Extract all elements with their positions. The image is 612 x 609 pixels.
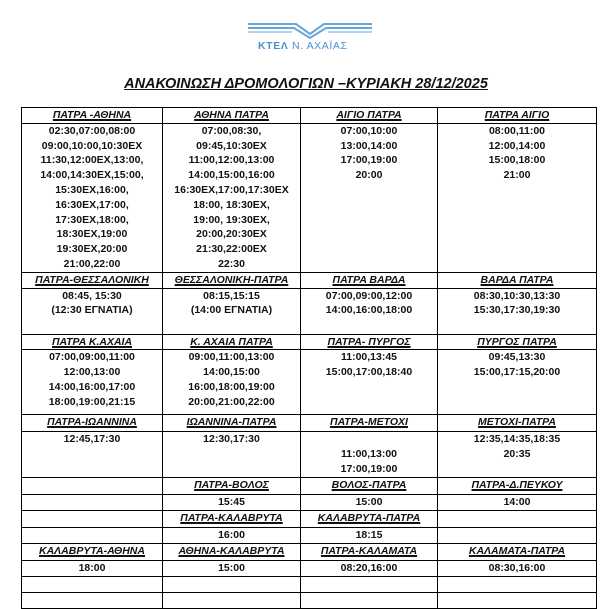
departure-times: 14:00,14:30ΕΧ,15:00, (40, 169, 144, 182)
departure-times: 20:00 (355, 169, 383, 182)
route-times-cell (301, 527, 438, 543)
departure-times: 15:00 (218, 561, 245, 574)
route-name: ΠΑΤΡΑ-ΘΕΣΣΑΛΟΝΙΚΗ (22, 272, 163, 288)
route-times-cell (438, 432, 597, 477)
departure-times: 07:00,08:30, (201, 124, 262, 137)
departure-times: 12:35,14:35,18:35 (473, 433, 561, 446)
page-title: ΑΝΑΚΟΙΝΩΣΗ ΔΡΟΜΟΛΟΓΙΩΝ –ΚΥΡΙΑΚΗ 28/12/2025 (124, 76, 488, 92)
departure-times: 17:30ΕΧ,18:00, (55, 213, 129, 226)
route-name: ΠΑΤΡΑ- ΠΥΡΓΟΣ (301, 334, 438, 350)
route-name: ΚΑΛΑΒΡΥΤΑ-ΠΑΤΡΑ (301, 510, 438, 527)
route-name (438, 510, 597, 527)
departure-times: 17:00,19:00 (340, 154, 398, 167)
departure-times: 15:45 (218, 495, 245, 508)
departure-times: 08:00,11:00 (488, 124, 546, 137)
departure-times: 08:20,16:00 (340, 561, 398, 574)
route-times-cell (438, 494, 597, 510)
route-name (22, 510, 163, 527)
departure-times: 02:30,07:00,08:00 (48, 124, 136, 137)
departure-times (22, 528, 162, 543)
departure-times: 11:30,12:00ΕΧ,13:00, (40, 154, 144, 167)
route-header-row (22, 334, 597, 350)
logo-brand: ΚΤΕΛ (258, 40, 289, 52)
departure-times: 20:35 (503, 448, 531, 461)
route-name: ΠΑΤΡΑ-ΒΟΛΟΣ (163, 477, 301, 494)
route-times-row (22, 527, 597, 543)
departure-times: 17:00,19:00 (340, 462, 398, 475)
departure-times (22, 495, 162, 510)
departure-times (438, 528, 596, 543)
route-header-row (22, 108, 597, 124)
empty-row (22, 592, 597, 608)
route-times-cell (438, 527, 597, 543)
departure-times: 21:00 (503, 169, 531, 182)
departure-times: (12:30 ΕΓΝΑΤΙΑ) (51, 304, 133, 317)
route-times-cell (163, 288, 301, 334)
departure-times: 15:00,18:00 (488, 154, 546, 167)
route-header-row (22, 415, 597, 432)
logo-region: Ν. ΑΧΑΪΑΣ (291, 40, 348, 52)
route-name: ΚΑΛΑΜΑΤΑ-ΠΑΤΡΑ (438, 543, 597, 560)
departure-times: 12:30,17:30 (203, 433, 260, 446)
departure-times (301, 432, 437, 447)
route-times-cell (301, 288, 438, 334)
empty-cell (438, 576, 597, 592)
departure-times: (14:00 ΕΓΝΑΤΙΑ) (190, 304, 273, 317)
route-name: ΒΟΛΟΣ-ΠΑΤΡΑ (301, 477, 438, 494)
departure-times: 15:00,17:00,18:40 (325, 366, 413, 379)
departure-times: 16:30ΕΧ,17:00,17:30ΕΧ (174, 183, 289, 196)
route-times-cell (163, 350, 301, 415)
ktel-logo (246, 18, 374, 54)
route-name: ΠΑΤΡΑ -ΑΘΗΝΑ (22, 108, 163, 124)
route-name: ΙΩΑΝΝΙΝΑ-ΠΑΤΡΑ (163, 415, 301, 432)
route-header-row (22, 510, 597, 527)
route-name: ΚΑΛΑΒΡΥΤΑ-ΑΘΗΝΑ (22, 543, 163, 560)
departure-times: 19:00, 19:30ΕΧ, (193, 213, 270, 226)
route-times-cell (163, 123, 301, 272)
route-header-row (22, 543, 597, 560)
departure-times: 15:00,17:15,20:00 (473, 366, 561, 379)
route-name: ΠΑΤΡΑ-ΚΑΛΑΒΡΥΤΑ (163, 510, 301, 527)
route-times-cell (22, 350, 163, 415)
empty-cell (438, 592, 597, 608)
route-name: ΘΕΣΣΑΛΟΝΙΚΗ-ΠΑΤΡΑ (163, 272, 301, 288)
route-times-cell (438, 288, 597, 334)
departure-times: 09:45,13:30 (488, 351, 546, 364)
empty-row (22, 576, 597, 592)
departure-times: 08:45, 15:30 (62, 289, 122, 302)
road-wave-icon (246, 18, 374, 40)
route-times-row (22, 288, 597, 334)
route-name: ΠΑΤΡΑ-Δ.ΠΕΥΚΟΥ (438, 477, 597, 494)
route-times-cell (301, 560, 438, 576)
departure-times: 07:00,10:00 (340, 124, 398, 137)
empty-cell (163, 576, 301, 592)
route-times-cell (163, 432, 301, 477)
departure-times: 15:30ΕΧ,16:00, (55, 183, 129, 196)
route-times-row (22, 123, 597, 272)
empty-cell (163, 592, 301, 608)
route-name: ΠΑΤΡΑ-ΙΩΑΝΝΙΝΑ (22, 415, 163, 432)
departure-times: 16:00 (218, 528, 245, 541)
route-name: ΠΑΤΡΑ Κ.ΑΧΑΙΑ (22, 334, 163, 350)
departure-times: 18:30ΕΧ,19:00 (56, 228, 128, 241)
route-times-row (22, 432, 597, 477)
route-times-cell (22, 560, 163, 576)
departure-times: 12:45,17:30 (63, 433, 121, 446)
departure-times: 08:15,15:15 (203, 289, 260, 302)
route-name: ΠΑΤΡΑ ΑΙΓΙΟ (438, 108, 597, 124)
departure-times: 11:00,12:00,13:00 (188, 154, 275, 167)
route-name: ΑΘΗΝΑ-ΚΑΛΑΒΡΥΤΑ (163, 543, 301, 560)
departure-times: 21:00,22:00 (63, 257, 121, 270)
route-times-cell (438, 560, 597, 576)
departure-times: 18:15 (355, 528, 383, 541)
route-times-cell (22, 432, 163, 477)
route-times-cell (438, 350, 597, 415)
route-times-row (22, 350, 597, 415)
departure-times: 14:00,15:00,16:00 (188, 169, 275, 182)
departure-times: 14:00 (503, 495, 531, 508)
departure-times: 14:00,16:00,18:00 (325, 304, 413, 317)
route-times-row (22, 560, 597, 576)
departure-times: 15:00 (355, 495, 383, 508)
departure-times: 16:30ΕΧ,17:00, (55, 198, 129, 211)
route-times-cell (22, 123, 163, 272)
route-times-cell (301, 432, 438, 477)
route-name: Κ. ΑΧΑΙΑ ΠΑΤΡΑ (163, 334, 301, 350)
departure-times: 11:00,13:45 (340, 351, 398, 364)
departure-times: 20:00,20:30ΕΧ (196, 228, 267, 241)
departure-times: 15:30,17:30,19:30 (473, 304, 561, 317)
route-times-cell (22, 288, 163, 334)
route-times-cell (438, 123, 597, 272)
departure-times: 08:30,16:00 (488, 561, 546, 574)
route-times-cell (22, 527, 163, 543)
departure-times: 18:00, 18:30ΕΧ, (193, 198, 270, 211)
route-times-cell (301, 494, 438, 510)
route-times-cell (301, 123, 438, 272)
route-times-cell (163, 494, 301, 510)
route-name: ΑΘΗΝΑ ΠΑΤΡΑ (163, 108, 301, 124)
empty-cell (301, 576, 438, 592)
empty-cell (301, 592, 438, 608)
route-times-cell (163, 527, 301, 543)
route-name: ΠΥΡΓΟΣ ΠΑΤΡΑ (438, 334, 597, 350)
departure-times: 16:00,18:00,19:00 (188, 380, 275, 393)
departure-times: 12:00,14:00 (488, 139, 546, 152)
route-name: ΠΑΤΡΑ ΒΑΡΔΑ (301, 272, 438, 288)
departure-times: 22:30 (218, 257, 245, 270)
route-name: ΜΕΤΟΧΙ-ΠΑΤΡΑ (438, 415, 597, 432)
route-times-cell (301, 350, 438, 415)
departure-times: 18:00,19:00,21:15 (48, 395, 136, 408)
route-name: ΑΙΓΙΟ ΠΑΤΡΑ (301, 108, 438, 124)
schedule-table (21, 107, 597, 609)
route-name: ΠΑΤΡΑ-ΜΕΤΟΧΙ (301, 415, 438, 432)
departure-times: 13:00,14:00 (340, 139, 398, 152)
departure-times: 09:45,10:30ΕΧ (196, 139, 267, 152)
departure-times: 07:00,09:00,12:00 (325, 289, 413, 302)
departure-times: 19:30ΕΧ,20:00 (56, 243, 128, 256)
departure-times: 11:00,13:00 (340, 448, 398, 461)
departure-times: 14:00,15:00 (203, 366, 260, 379)
departure-times: 14:00,16:00,17:00 (48, 380, 136, 393)
departure-times: 09:00,11:00,13:00 (188, 351, 275, 364)
route-times-cell (163, 560, 301, 576)
departure-times: 20:00,21:00,22:00 (188, 395, 275, 408)
empty-cell (22, 576, 163, 592)
departure-times: 18:00 (78, 561, 106, 574)
departure-times: 21:30,22:00ΕΧ (196, 243, 267, 256)
route-name (22, 477, 163, 494)
departure-times: 08:30,10:30,13:30 (473, 289, 561, 302)
route-name: ΒΑΡΔΑ ΠΑΤΡΑ (438, 272, 597, 288)
route-header-row (22, 477, 597, 494)
logo-text (258, 40, 348, 52)
empty-cell (22, 592, 163, 608)
route-name: ΠΑΤΡΑ-ΚΑΛΑΜΑΤΑ (301, 543, 438, 560)
departure-times: 07:00,09:00,11:00 (49, 351, 135, 364)
departure-times: 09:00,10:00,10:30ΕΧ (41, 139, 143, 152)
route-header-row (22, 272, 597, 288)
route-times-cell (22, 494, 163, 510)
route-times-row (22, 494, 597, 510)
departure-times: 12:00,13:00 (63, 366, 121, 379)
